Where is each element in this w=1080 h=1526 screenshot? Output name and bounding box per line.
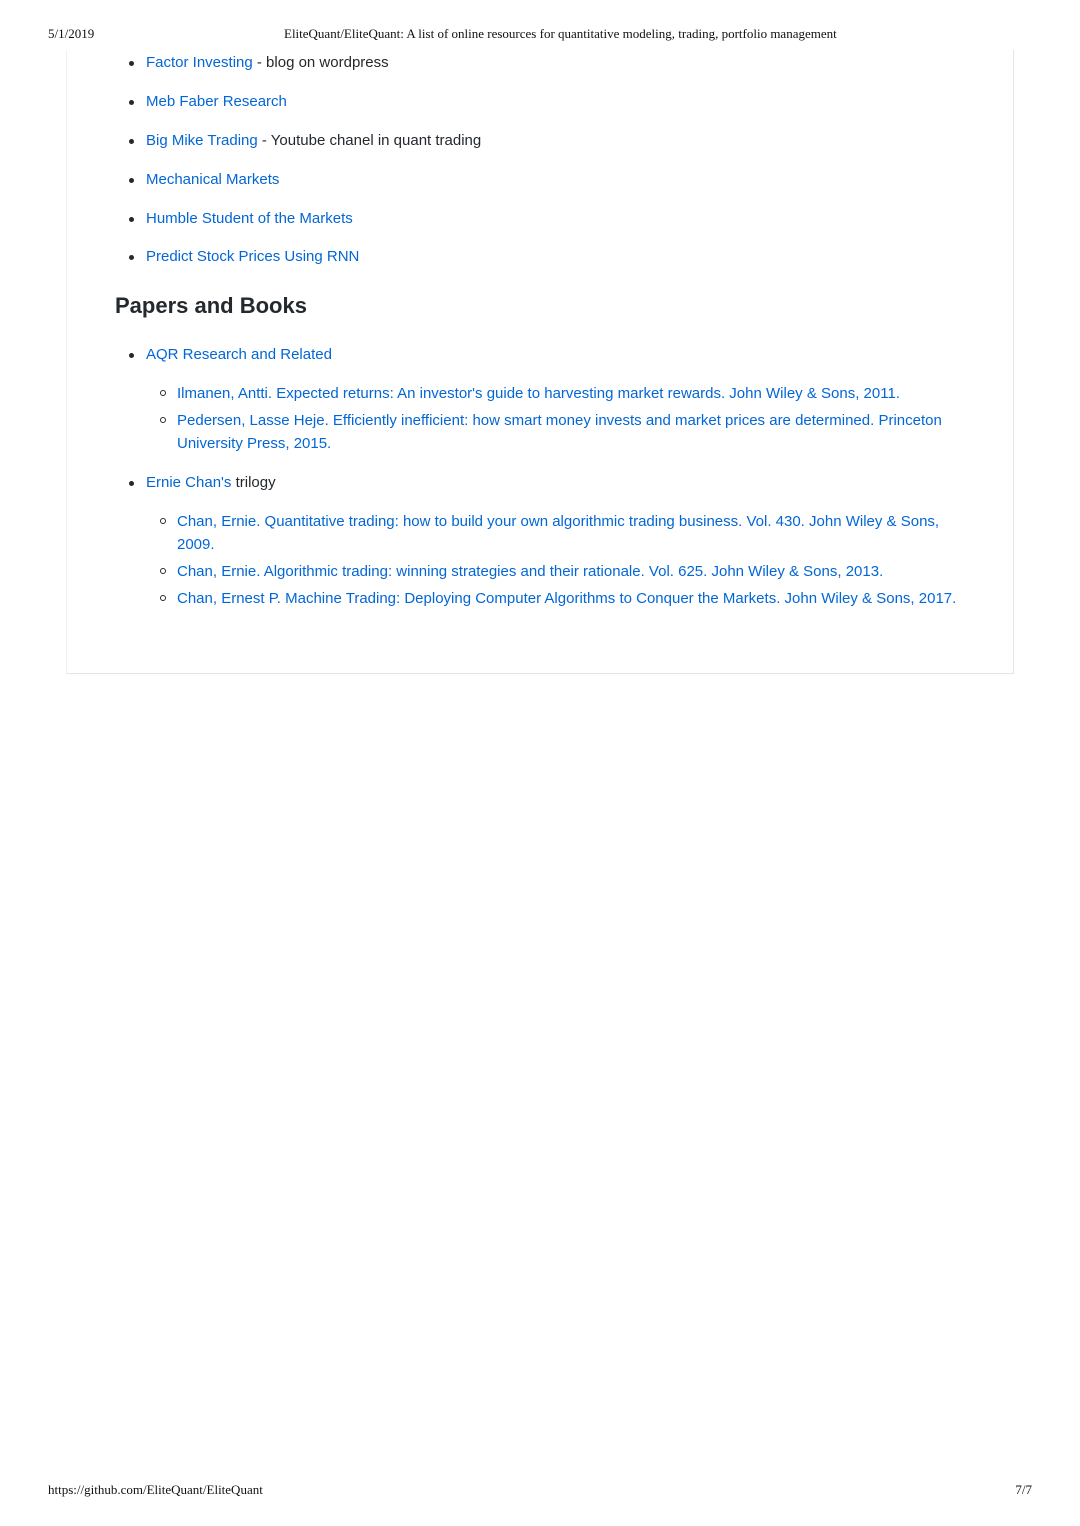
link-factor-investing[interactable]: Factor Investing [146,54,253,71]
list-item-suffix: trilogy [231,474,276,491]
list-item [115,129,1006,153]
link-chan-algorithmic-trading[interactable]: Chan, Ernie. Algorithmic trading: winning strategies and their rationale. Vol. 625. John Wiley & Sons, 2013. [177,563,884,580]
link-meb-faber-research[interactable]: Meb Faber Research [146,93,287,110]
sub-list-item [115,587,977,610]
print-page-number: 7/7 [1015,1482,1032,1497]
print-page-title: EliteQuant/EliteQuant: A list of online resources for quantitative modeling, trading, portfolio management [284,26,837,41]
link-ernie-chans[interactable]: Ernie Chan's [146,474,232,491]
list-item [115,51,1006,75]
link-aqr-research[interactable]: AQR Research and Related [146,346,332,363]
link-predict-stock-prices-rnn[interactable]: Predict Stock Prices Using RNN [146,248,360,265]
print-footer [0,1482,1080,1502]
link-big-mike-trading[interactable]: Big Mike Trading [146,132,258,149]
list-item [115,207,1006,231]
print-date: 5/1/2019 [48,26,95,41]
link-ilmanen-expected-returns[interactable]: Ilmanen, Antti. Expected returns: An investor's guide to harvesting market rewards. John Wiley & Sons, 2011. [177,385,900,402]
sub-list-item [115,382,977,405]
list-item [115,343,1006,367]
list-item [115,90,1006,114]
link-humble-student[interactable]: Humble Student of the Markets [146,210,353,227]
link-chan-quantitative-trading[interactable]: Chan, Ernie. Quantitative trading: how to build your own algorithmic trading business. Vol. 430. John Wiley & Sons, 2009. [177,513,940,553]
readme-container [66,50,1014,674]
list-item [115,245,1006,269]
list-item-suffix: - blog on wordpress [252,54,389,71]
print-url: https://github.com/EliteQuant/EliteQuant [48,1482,263,1497]
print-header [0,26,1080,46]
sub-list-item [115,409,977,455]
link-pedersen-efficiently-inefficient[interactable]: Pedersen, Lasse Heje. Efficiently inefficient: how smart money invests and market prices are determined. Princeton University Press, 2015. [177,412,942,452]
link-mechanical-markets[interactable]: Mechanical Markets [146,171,280,188]
link-chan-machine-trading[interactable]: Chan, Ernest P. Machine Trading: Deploying Computer Algorithms to Conquer the Markets. John Wiley & Sons, 2017. [177,590,957,607]
list-item-suffix: - Youtube chanel in quant trading [257,132,482,149]
list-item [115,471,1006,495]
section-heading-papers-and-books: Papers and Books [115,293,307,318]
sub-list-item [115,560,977,583]
list-item [115,168,1006,192]
sub-list-item [115,510,977,556]
